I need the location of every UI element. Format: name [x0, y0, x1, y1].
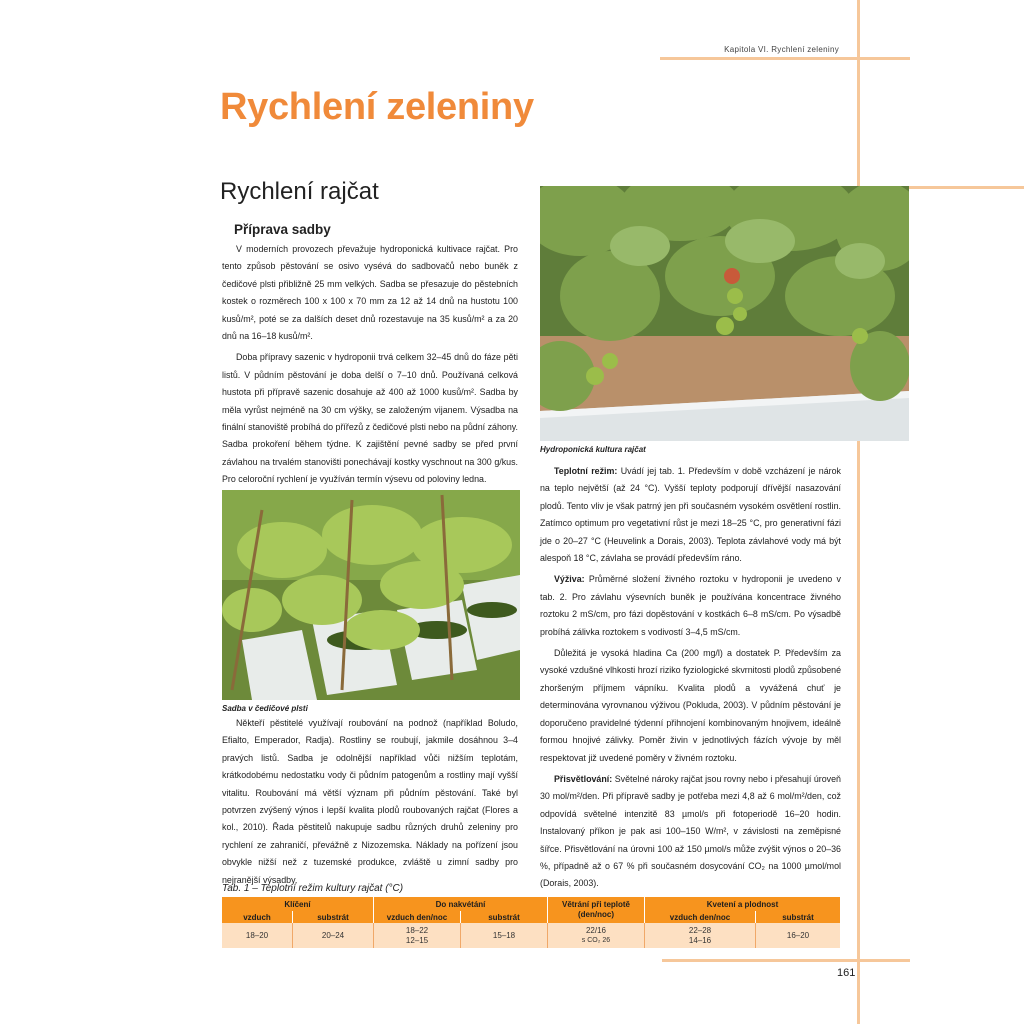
paragraph [540, 771, 841, 893]
paragraph: Někteří pěstitelé využívají roubování na podnož (například Boludo, Efialto, Emperador, Radja). Rostliny se roubují, jakmile dosáhnou 3–4 pravých listů. Sadba je odolnější například vůči nižším teplotám, krátkodobému nedostatku vody či půdním patogenům a rostliny mají vyšší vitalitu. Roubování má větší význam při půdním pěstování. Také byl potvrzen zvýšený výnos i lepší kvalita plodů roubovaných rajčat (Flores a kol., 2010). Řada pěstitelů nakupuje sadbu různých druhů zeleniny pro rychlení ze zahraničí, převážně z Nizozemska. Náklady na pořízení jsou obvykle nižší než z tuzemské produkce, zvláště u zimní sadby pro nejranější výsadby. [222, 718, 518, 885]
table-header-cell: substrát [756, 911, 841, 923]
table-header-cell: substrát [293, 911, 374, 923]
hydroponic-caption: Hydroponická kultura rajčat [540, 445, 646, 454]
table-cell: 18–20 [222, 923, 293, 948]
table-header-cell: Do nakvétání [374, 897, 548, 911]
left-column-upper [222, 241, 518, 489]
cell-line: 12–15 [405, 935, 429, 945]
table-cell: 15–18 [461, 923, 548, 948]
paragraph [540, 571, 841, 641]
hydroponic-photo [540, 186, 909, 441]
left-column-lower [222, 715, 518, 889]
paragraph-text: Průměrné složení živného roztoku v hydroponii je uvedeno v tab. 2. Pro závlahu výsevních buněk je používána koncentrace živného roztoku 2 mS/cm, pro fázi dopěstování v kostkách 6–8 mS/cm. Po výsadbě probíhá zálivka roztokem s vodivostí 3–4,5 mS/cm. [540, 574, 841, 637]
paragraph: Důležitá je vysoká hladina Ca (200 mg/l) a dostatek P. Především za vysoké vzdušné vlhkosti hrozí riziko fyziologické skvrnitosti plodů způsobené zhoršeným příjmem vápníku. Kvalita plodů a vyvážená chuť je determinována vyrovnanou výživou (Pokluda, 2003). V půdním pěstování je doporučeno pravidelné týdenní přihnojení kombinovaným hnojivem, ideálně formou hnojivé zálivky. Poměr živin v jednotlivých fázích vývoje by měl respektovat již uvedené poměry v živném roztoku. [540, 648, 841, 763]
table-header-cell: substrát [461, 911, 548, 923]
paragraph [540, 463, 841, 567]
page-title: Rychlení zeleniny [220, 86, 534, 128]
cell-line: 22/16 [585, 925, 607, 935]
table-cell: 20–24 [293, 923, 374, 948]
seedlings-caption: Sadba v čedičové plsti [222, 704, 308, 713]
footer-rule [662, 959, 910, 962]
table-row [222, 923, 840, 948]
table-cell: 16–20 [756, 923, 841, 948]
paragraph-text: Uvádí jej tab. 1. Především v době vzcházení je nárok na teplo největší (až 24 °C). Vyšší teploty podporují dřívější nasazování plodů. Tento vliv je však patrný jen při současném vysokém osvětlení rostlin. Zatímco optimum pro vegetativní růst je mezi 18–25 °C, pro generativní fázi jde o 20–27 °C (Heuvelink a Dorais, 2003). Teplota závlahové vody má být alespoň 18 °C, závlaha se provádí především ráno. [540, 466, 841, 564]
table-header-cell: Větrání při teplotě (den/noc) [548, 897, 645, 923]
paragraph-label: Přisvětlování: [554, 773, 613, 784]
table-header-cell: vzduch den/noc [374, 911, 461, 923]
paragraph-label: Výživa: [554, 574, 585, 585]
table-sub-header [222, 911, 840, 923]
margin-rule-vertical [857, 0, 860, 1024]
paragraph: Doba přípravy sazenic v hydroponii trvá celkem 32–45 dnů do fáze pěti listů. V půdním pěstování je doba delší o 7–10 dnů. Používaná celková hustota při přípravě sazenic dosahuje až 400 až 1000 kusů/m². Sadba by měla vyrůst nejméně na 30 cm výšky, se založeným vijanem. Výsadba na finální stanoviště probíhá do přířezů z čedičové plsti nebo na půdní záhony. Sadba prokoření během týdne. K zajištění pevné sadby se před první závlahou na trvalém stanovišti ponechávají kostky vyschnout na 300 g/kus. Pro celoroční rychlení je využíván termín výsevu od poloviny ledna. [222, 352, 518, 485]
cell-line: 14–16 [688, 935, 712, 945]
seedlings-photo [222, 490, 520, 700]
subsection-title: Příprava sadby [234, 222, 331, 237]
cell-line: 18–22 [405, 925, 429, 935]
section-title: Rychlení rajčat [220, 178, 379, 205]
table-header-cell: vzduch [222, 911, 293, 923]
table-group-header [222, 897, 840, 911]
table-header-cell: Klíčení [222, 897, 374, 911]
temperature-table [222, 897, 840, 948]
cell-line: s CO₂ 26 [581, 936, 611, 944]
table-header-cell: Kvetení a plodnost [645, 897, 841, 911]
right-column [540, 463, 841, 893]
table-caption: Tab. 1 – Teplotní režim kultury rajčat (°C) [222, 883, 404, 894]
header-rule [660, 57, 910, 60]
page-number: 161 [837, 967, 856, 979]
paragraph: V moderních provozech převažuje hydroponická kultivace rajčat. Pro tento způsob pěstování se osivo vysévá do sadbovačů nebo buněk z čedičové plsti přibližně 25 mm velkých. Sadba se přesazuje do pěstebních kostek o rozměrech 100 x 100 x 70 mm za 12 až 14 dnů na hustotu 100 kusů/m², poté se za dalších deset dnů rozestavuje na 35 kusů/m² a za 20 dnů na 16–18 kusů/m². [222, 244, 518, 342]
table-cell [548, 923, 645, 948]
table-header-cell: vzduch den/noc [645, 911, 756, 923]
paragraph-label: Teplotní režim: [554, 466, 618, 476]
paragraph-text: Světelné nároky rajčat jsou rovny nebo i přesahují úroveň 30 mol/m²/den. Při přípravě sadby je potřeba mezi 4,8 až 6 mol/m²/den, což odpovídá světelné intenzitě 83 µmol/s při fotoperiodě 16–20 hodin. Instalovaný příkon je pak asi 100–150 W/m², v závislosti na zeměpisné šířce. Přisvětlování na úrovni 100 až 150 µmol/s může zvýšit výnos o 20–36 %, případně až o 67 % při současném dosycování CO₂ na 1000 µmol/mol (Dorais, 2003). [540, 773, 841, 889]
table-cell [645, 923, 756, 948]
table-cell [374, 923, 461, 948]
chapter-header: Kapitola VI. Rychlení zeleniny [724, 45, 839, 54]
cell-line: 22–28 [688, 925, 712, 935]
